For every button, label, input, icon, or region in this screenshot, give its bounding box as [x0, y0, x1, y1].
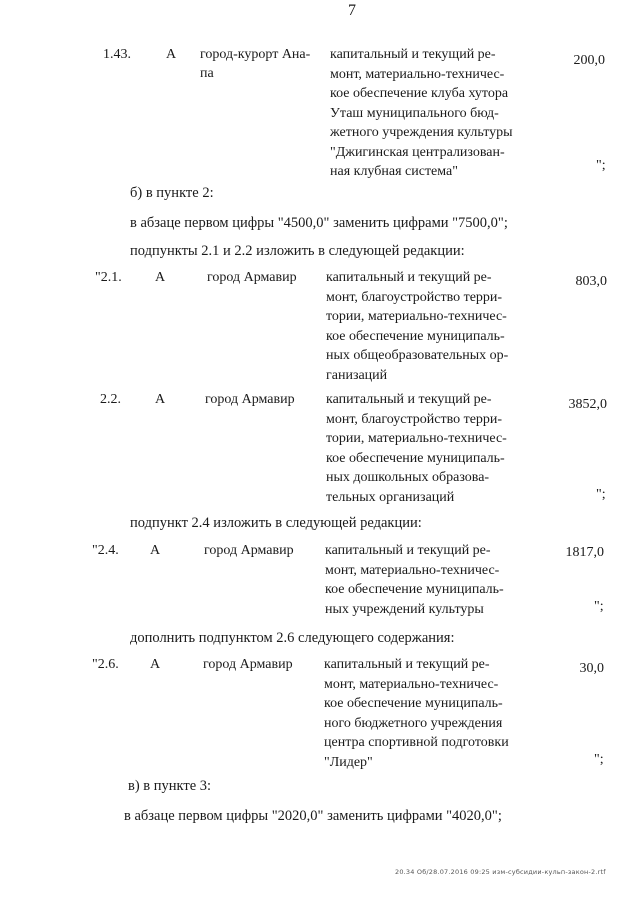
desc-line: тории, материально-техничес-	[326, 309, 507, 324]
desc-line: монт, материально-техничес-	[324, 676, 499, 692]
entry-city: город Армавир	[205, 392, 295, 407]
entry-city: город Армавир	[204, 543, 294, 558]
desc-line: жетного учреждения культуры	[330, 125, 513, 140]
desc-line: кое обеспечение муниципаль-	[324, 696, 503, 711]
entry-description	[330, 45, 530, 182]
desc-line: капитальный и текущий ре-	[325, 543, 491, 558]
desc-line: кое обеспечение муниципаль-	[326, 328, 505, 344]
entry-category: А	[155, 392, 166, 407]
entry-number: 2.2.	[100, 392, 121, 407]
paragraph-b-2: подпункты 2.1 и 2.2 изложить в следующей редакции:	[130, 243, 465, 259]
desc-line: ганизаций	[326, 367, 388, 383]
entry-amount: 200,0	[573, 53, 605, 68]
desc-line: капитальный и текущий ре-	[330, 47, 496, 62]
entry-number: "2.4.	[92, 543, 119, 558]
paragraph-b-1: в абзаце первом цифры "4500,0" заменить цифрами "7500,0";	[130, 215, 508, 231]
paragraph-2-6: дополнить подпунктом 2.6 следующего содержания:	[130, 630, 455, 646]
desc-line: кое обеспечение муниципаль-	[326, 450, 505, 466]
desc-line: монт, благоустройство терри-	[326, 411, 503, 427]
desc-line: "Лидер"	[324, 754, 373, 770]
entry-description	[324, 655, 530, 772]
desc-line: ных дошкольных образова-	[326, 470, 490, 485]
entry-amount: 803,0	[575, 274, 607, 289]
entry-amount: 3852,0	[568, 397, 607, 412]
desc-line: монт, материально-техничес-	[330, 66, 505, 82]
city-line: город-курорт Ана-	[200, 47, 311, 62]
entry-city: город Армавир	[207, 270, 297, 285]
entry-description	[325, 541, 530, 619]
entry-city	[200, 45, 310, 83]
paragraph-v: в) в пункте 3:	[128, 778, 212, 794]
entry-description	[326, 390, 530, 507]
entry-category: А	[155, 270, 166, 285]
entry-number: 1.43.	[103, 47, 131, 62]
desc-line: капитальный и текущий ре-	[326, 270, 492, 285]
footer-file-info: 20.34 Об/28.07.2016 09:25 изм-субсидии-кульп-закон-2.rtf	[395, 868, 606, 876]
desc-line: капитальный и текущий ре-	[324, 657, 490, 672]
desc-line: ных учреждений культуры	[325, 601, 484, 617]
paragraph-v-1: в абзаце первом цифры "2020,0" заменить цифрами "4020,0";	[124, 808, 502, 824]
desc-line: монт, благоустройство терри-	[326, 289, 503, 305]
page-number: 7	[348, 2, 356, 19]
desc-line: "Джигинская централизован-	[330, 144, 505, 160]
entry-number: "2.1.	[95, 270, 122, 285]
city-line: па	[200, 66, 214, 81]
desc-line: монт, материально-техничес-	[325, 562, 500, 578]
closing-quote: ";	[596, 158, 606, 173]
entry-amount: 30,0	[579, 661, 604, 676]
desc-line: капитальный и текущий ре-	[326, 392, 492, 407]
paragraph-b: б) в пункте 2:	[130, 185, 214, 201]
desc-line: ных общеобразовательных ор-	[326, 348, 509, 363]
entry-category: А	[150, 543, 161, 558]
paragraph-2-4: подпункт 2.4 изложить в следующей редакции:	[130, 515, 422, 531]
entry-category: А	[166, 47, 177, 62]
entry-city: город Армавир	[203, 657, 293, 672]
desc-line: тории, материально-техничес-	[326, 431, 507, 446]
entry-description	[326, 268, 530, 385]
desc-line: кое обеспечение муниципаль-	[325, 582, 504, 597]
entry-amount: 1817,0	[565, 545, 604, 560]
desc-line: тельных организаций	[326, 489, 455, 505]
entry-number: "2.6.	[92, 657, 119, 672]
desc-line: ного бюджетного учреждения	[324, 715, 503, 731]
closing-quote: ";	[594, 599, 604, 614]
desc-line: кое обеспечение клуба хутора	[330, 86, 509, 101]
entry-category: А	[150, 657, 161, 672]
desc-line: Уташ муниципального бюд-	[330, 105, 499, 121]
closing-quote: ";	[596, 487, 606, 502]
desc-line: центра спортивной подготовки	[324, 735, 509, 750]
closing-quote: ";	[594, 752, 604, 767]
desc-line: ная клубная система"	[330, 164, 458, 179]
